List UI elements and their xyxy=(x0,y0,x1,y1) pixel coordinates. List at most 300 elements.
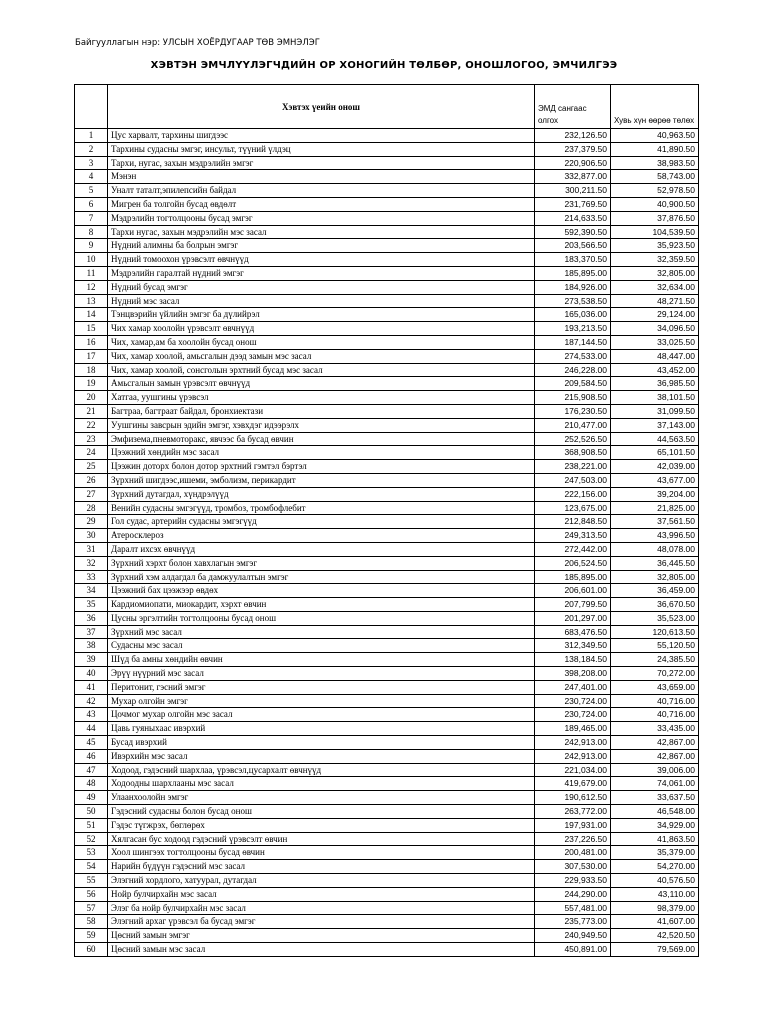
row-own-amount: 40,576.50 xyxy=(611,874,699,888)
row-own-amount: 37,876.50 xyxy=(611,211,699,225)
table-row xyxy=(75,349,699,363)
row-own-amount: 79,569.00 xyxy=(611,943,699,957)
table-row xyxy=(75,667,699,681)
row-diagnosis: Гэдэсний судасны болон бусад онош xyxy=(108,805,535,819)
row-own-amount: 37,561.50 xyxy=(611,515,699,529)
row-number: 53 xyxy=(75,846,108,860)
row-number: 23 xyxy=(75,432,108,446)
row-diagnosis: Тэнцвэрийн үйлийн эмгэг ба дүлийрэл xyxy=(108,308,535,322)
row-emd-amount: 197,931.00 xyxy=(535,818,611,832)
row-diagnosis: Тархи, нугас, захын мэдрэлийн эмгэг xyxy=(108,156,535,170)
row-own-amount: 41,607.00 xyxy=(611,915,699,929)
table-row xyxy=(75,901,699,915)
row-own-amount: 36,670.50 xyxy=(611,598,699,612)
table-row xyxy=(75,860,699,874)
row-own-amount: 55,120.50 xyxy=(611,639,699,653)
table-header-row xyxy=(75,85,699,129)
row-number: 51 xyxy=(75,818,108,832)
row-number: 38 xyxy=(75,639,108,653)
table-row xyxy=(75,943,699,957)
row-emd-amount: 193,213.50 xyxy=(535,322,611,336)
row-number: 9 xyxy=(75,239,108,253)
row-diagnosis: Элэгний хордлого, хатуурал, дутагдал xyxy=(108,874,535,888)
row-number: 24 xyxy=(75,446,108,460)
row-diagnosis: Венийн судасны эмгэгүүд, тромбоз, тромбофлебит xyxy=(108,501,535,515)
table-row xyxy=(75,639,699,653)
row-diagnosis: Перитонит, гэсний эмгэг xyxy=(108,680,535,694)
row-own-amount: 40,900.50 xyxy=(611,197,699,211)
row-number: 59 xyxy=(75,929,108,943)
row-own-amount: 39,006.00 xyxy=(611,763,699,777)
row-number: 12 xyxy=(75,280,108,294)
row-diagnosis: Мэнэн xyxy=(108,170,535,184)
row-emd-amount: 244,290.00 xyxy=(535,887,611,901)
table-row xyxy=(75,266,699,280)
row-own-amount: 36,985.50 xyxy=(611,377,699,391)
table-row xyxy=(75,225,699,239)
table-row xyxy=(75,722,699,736)
row-diagnosis: Шүд ба амны хөндийн өвчин xyxy=(108,653,535,667)
row-own-amount: 74,061.00 xyxy=(611,777,699,791)
table-row xyxy=(75,363,699,377)
row-own-amount: 58,743.00 xyxy=(611,170,699,184)
row-own-amount: 32,805.00 xyxy=(611,266,699,280)
table-row xyxy=(75,874,699,888)
row-diagnosis: Уушгины завсрын эдийн эмгэг, хэвхдэг идээрэлх xyxy=(108,418,535,432)
row-diagnosis: Улаанхоолойн эмгэг xyxy=(108,791,535,805)
row-number: 18 xyxy=(75,363,108,377)
row-emd-amount: 176,230.50 xyxy=(535,404,611,418)
row-diagnosis: Элэгний архаг үрэвсэл ба бусад эмгэг xyxy=(108,915,535,929)
row-own-amount: 44,563.50 xyxy=(611,432,699,446)
table-row xyxy=(75,598,699,612)
row-emd-amount: 206,524.50 xyxy=(535,556,611,570)
row-number: 44 xyxy=(75,722,108,736)
row-emd-amount: 184,926.00 xyxy=(535,280,611,294)
row-own-amount: 41,890.50 xyxy=(611,142,699,156)
table-row xyxy=(75,197,699,211)
header-emd: ЭМД сангаас олгох xyxy=(535,85,611,129)
table-row xyxy=(75,708,699,722)
table-row xyxy=(75,625,699,639)
row-emd-amount: 419,679.00 xyxy=(535,777,611,791)
row-emd-amount: 368,908.50 xyxy=(535,446,611,460)
row-emd-amount: 450,891.00 xyxy=(535,943,611,957)
row-emd-amount: 312,349.50 xyxy=(535,639,611,653)
row-diagnosis: Хоол шингээх тогтолцооны бусад өвчин xyxy=(108,846,535,860)
row-emd-amount: 230,724.00 xyxy=(535,708,611,722)
row-emd-amount: 237,379.50 xyxy=(535,142,611,156)
header-diagnosis: Хэвтэх үеийн онош xyxy=(108,85,535,129)
row-diagnosis: Тархины судасны эмгэг, инсульт, түүний үлдэц xyxy=(108,142,535,156)
row-diagnosis: Зүрхний дутагдал, хүндрэлүүд xyxy=(108,487,535,501)
row-number: 11 xyxy=(75,266,108,280)
row-emd-amount: 249,313.50 xyxy=(535,529,611,543)
table-row xyxy=(75,529,699,543)
table-row xyxy=(75,680,699,694)
row-emd-amount: 200,481.00 xyxy=(535,846,611,860)
row-diagnosis: Гол судас, артерийн судасны эмгэгүүд xyxy=(108,515,535,529)
row-diagnosis: Мэдрэлийн тогтолцооны бусад эмгэг xyxy=(108,211,535,225)
row-number: 31 xyxy=(75,542,108,556)
row-own-amount: 104,539.50 xyxy=(611,225,699,239)
row-diagnosis: Чих хамар хоолойн үрэвсэлт өвчнүүд xyxy=(108,322,535,336)
row-own-amount: 46,548.00 xyxy=(611,805,699,819)
row-own-amount: 70,272.00 xyxy=(611,667,699,681)
row-number: 8 xyxy=(75,225,108,239)
table-row xyxy=(75,156,699,170)
row-emd-amount: 183,370.50 xyxy=(535,253,611,267)
row-emd-amount: 222,156.00 xyxy=(535,487,611,501)
row-diagnosis: Нүдний алимны ба болрын эмгэг xyxy=(108,239,535,253)
row-number: 39 xyxy=(75,653,108,667)
row-diagnosis: Ивэрхийн мэс засал xyxy=(108,749,535,763)
table-row xyxy=(75,805,699,819)
row-number: 15 xyxy=(75,322,108,336)
row-emd-amount: 210,477.00 xyxy=(535,418,611,432)
row-own-amount: 32,634.00 xyxy=(611,280,699,294)
row-emd-amount: 238,221.00 xyxy=(535,460,611,474)
table-row xyxy=(75,487,699,501)
row-emd-amount: 212,848.50 xyxy=(535,515,611,529)
row-diagnosis: Хялгасан бус ходоод гэдэсний үрэвсэлт өвчин xyxy=(108,832,535,846)
row-diagnosis: Судасны мэс засал xyxy=(108,639,535,653)
row-own-amount: 35,923.50 xyxy=(611,239,699,253)
row-own-amount: 38,983.50 xyxy=(611,156,699,170)
row-diagnosis: Нарийн бүдүүн гэдэсний мэс засал xyxy=(108,860,535,874)
row-own-amount: 33,637.50 xyxy=(611,791,699,805)
row-own-amount: 36,459.00 xyxy=(611,584,699,598)
row-own-amount: 33,435.00 xyxy=(611,722,699,736)
row-emd-amount: 683,476.50 xyxy=(535,625,611,639)
row-diagnosis: Цусны эргэлтийн тогтолцооны бусад онош xyxy=(108,611,535,625)
row-number: 16 xyxy=(75,335,108,349)
row-emd-amount: 237,226.50 xyxy=(535,832,611,846)
row-diagnosis: Цус харвалт, тархины шигдээс xyxy=(108,129,535,143)
row-own-amount: 43,996.50 xyxy=(611,529,699,543)
table-row xyxy=(75,460,699,474)
row-diagnosis: Атеросклероз xyxy=(108,529,535,543)
row-own-amount: 42,520.50 xyxy=(611,929,699,943)
row-diagnosis: Цээжний хөндийн мэс засал xyxy=(108,446,535,460)
row-number: 32 xyxy=(75,556,108,570)
row-own-amount: 42,867.00 xyxy=(611,736,699,750)
row-number: 20 xyxy=(75,391,108,405)
row-emd-amount: 273,538.50 xyxy=(535,294,611,308)
row-diagnosis: Эмфизема,пневмоторакс, явчээс ба бусад өвчин xyxy=(108,432,535,446)
row-diagnosis: Даралт ихсэх өвчнүүд xyxy=(108,542,535,556)
table-row xyxy=(75,142,699,156)
row-emd-amount: 207,799.50 xyxy=(535,598,611,612)
table-row xyxy=(75,335,699,349)
row-diagnosis: Мухар олгойн эмгэг xyxy=(108,694,535,708)
row-emd-amount: 203,566.50 xyxy=(535,239,611,253)
row-number: 42 xyxy=(75,694,108,708)
row-own-amount: 120,613.50 xyxy=(611,625,699,639)
row-diagnosis: Нүдний мэс засал xyxy=(108,294,535,308)
row-emd-amount: 220,906.50 xyxy=(535,156,611,170)
row-emd-amount: 165,036.00 xyxy=(535,308,611,322)
table-row xyxy=(75,570,699,584)
row-diagnosis: Ходоод, гэдэсний шархлаа, үрэвсэл,цусархалт өвчнүүд xyxy=(108,763,535,777)
row-diagnosis: Гэдэс түгжрэх, бөглөрөх xyxy=(108,818,535,832)
row-diagnosis: Нүдний бусад эмгэг xyxy=(108,280,535,294)
row-number: 25 xyxy=(75,460,108,474)
row-number: 2 xyxy=(75,142,108,156)
row-diagnosis: Уналт таталт,эпилепсийн байдал xyxy=(108,184,535,198)
row-number: 36 xyxy=(75,611,108,625)
row-emd-amount: 201,297.00 xyxy=(535,611,611,625)
row-own-amount: 48,078.00 xyxy=(611,542,699,556)
row-own-amount: 29,124.00 xyxy=(611,308,699,322)
row-number: 3 xyxy=(75,156,108,170)
row-number: 29 xyxy=(75,515,108,529)
table-row xyxy=(75,308,699,322)
row-number: 57 xyxy=(75,901,108,915)
row-diagnosis: Зүрхний шигдээс,ишеми, эмболизм, перикардит xyxy=(108,473,535,487)
row-emd-amount: 240,949.50 xyxy=(535,929,611,943)
table-row xyxy=(75,887,699,901)
row-emd-amount: 189,465.00 xyxy=(535,722,611,736)
table-row xyxy=(75,777,699,791)
row-number: 5 xyxy=(75,184,108,198)
row-emd-amount: 185,895.00 xyxy=(535,266,611,280)
row-emd-amount: 185,895.00 xyxy=(535,570,611,584)
row-diagnosis: Нойр булчирхайн мэс засал xyxy=(108,887,535,901)
row-number: 14 xyxy=(75,308,108,322)
row-number: 40 xyxy=(75,667,108,681)
table-row xyxy=(75,211,699,225)
row-diagnosis: Элэг ба нойр булчирхайн мэс засал xyxy=(108,901,535,915)
row-own-amount: 43,659.00 xyxy=(611,680,699,694)
row-own-amount: 40,716.00 xyxy=(611,694,699,708)
row-emd-amount: 206,601.00 xyxy=(535,584,611,598)
row-emd-amount: 557,481.00 xyxy=(535,901,611,915)
row-own-amount: 34,929.00 xyxy=(611,818,699,832)
row-number: 60 xyxy=(75,943,108,957)
row-emd-amount: 252,526.50 xyxy=(535,432,611,446)
row-number: 10 xyxy=(75,253,108,267)
row-number: 50 xyxy=(75,805,108,819)
table-row xyxy=(75,929,699,943)
row-emd-amount: 247,401.00 xyxy=(535,680,611,694)
row-emd-amount: 187,144.50 xyxy=(535,335,611,349)
row-number: 4 xyxy=(75,170,108,184)
row-own-amount: 43,677.00 xyxy=(611,473,699,487)
row-own-amount: 48,271.50 xyxy=(611,294,699,308)
row-diagnosis: Цавь гуяныхаас ивэрхий xyxy=(108,722,535,736)
row-own-amount: 21,825.00 xyxy=(611,501,699,515)
table-row xyxy=(75,501,699,515)
row-diagnosis: Тархи нугас, захын мэдрэлийн мэс засал xyxy=(108,225,535,239)
row-number: 21 xyxy=(75,404,108,418)
row-emd-amount: 214,633.50 xyxy=(535,211,611,225)
row-emd-amount: 246,228.00 xyxy=(535,363,611,377)
row-own-amount: 98,379.00 xyxy=(611,901,699,915)
table-row xyxy=(75,432,699,446)
table-row xyxy=(75,763,699,777)
row-number: 58 xyxy=(75,915,108,929)
row-number: 47 xyxy=(75,763,108,777)
row-own-amount: 33,025.50 xyxy=(611,335,699,349)
row-emd-amount: 138,184.50 xyxy=(535,653,611,667)
row-number: 54 xyxy=(75,860,108,874)
tariff-table xyxy=(74,84,699,957)
row-number: 1 xyxy=(75,129,108,143)
table-row xyxy=(75,170,699,184)
row-number: 7 xyxy=(75,211,108,225)
table-row xyxy=(75,736,699,750)
row-number: 48 xyxy=(75,777,108,791)
row-number: 34 xyxy=(75,584,108,598)
table-row xyxy=(75,239,699,253)
row-number: 49 xyxy=(75,791,108,805)
table-row xyxy=(75,446,699,460)
row-number: 41 xyxy=(75,680,108,694)
row-own-amount: 42,039.00 xyxy=(611,460,699,474)
row-own-amount: 34,096.50 xyxy=(611,322,699,336)
row-diagnosis: Цочмог мухар олгойн мэс засал xyxy=(108,708,535,722)
row-own-amount: 48,447.00 xyxy=(611,349,699,363)
table-row xyxy=(75,294,699,308)
row-diagnosis: Зүрхний хэм алдагдал ба дамжуулалтын эмгэг xyxy=(108,570,535,584)
row-emd-amount: 235,773.00 xyxy=(535,915,611,929)
table-row xyxy=(75,253,699,267)
row-own-amount: 32,359.50 xyxy=(611,253,699,267)
table-row xyxy=(75,694,699,708)
row-emd-amount: 190,612.50 xyxy=(535,791,611,805)
table-row xyxy=(75,611,699,625)
table-row xyxy=(75,915,699,929)
row-number: 26 xyxy=(75,473,108,487)
row-number: 35 xyxy=(75,598,108,612)
row-own-amount: 36,445.50 xyxy=(611,556,699,570)
row-diagnosis: Чих, хамар хоолой, амьсгалын дээд замын мэс засал xyxy=(108,349,535,363)
row-emd-amount: 123,675.00 xyxy=(535,501,611,515)
row-number: 30 xyxy=(75,529,108,543)
row-emd-amount: 300,211.50 xyxy=(535,184,611,198)
document-title: ХЭВТЭН ЭМЧЛҮҮЛЭГЧДИЙН ОР ХОНОГИЙН ТӨЛБӨР, ОНОШЛОГОО, ЭМЧИЛГЭЭ xyxy=(150,60,618,71)
row-number: 33 xyxy=(75,570,108,584)
row-emd-amount: 247,503.00 xyxy=(535,473,611,487)
row-emd-amount: 274,533.00 xyxy=(535,349,611,363)
row-own-amount: 39,204.00 xyxy=(611,487,699,501)
row-number: 22 xyxy=(75,418,108,432)
row-own-amount: 43,110.00 xyxy=(611,887,699,901)
row-own-amount: 43,452.00 xyxy=(611,363,699,377)
row-number: 28 xyxy=(75,501,108,515)
table-row xyxy=(75,584,699,598)
row-number: 19 xyxy=(75,377,108,391)
row-own-amount: 54,270.00 xyxy=(611,860,699,874)
row-emd-amount: 231,769.50 xyxy=(535,197,611,211)
row-number: 17 xyxy=(75,349,108,363)
row-emd-amount: 332,877.00 xyxy=(535,170,611,184)
row-emd-amount: 307,530.00 xyxy=(535,860,611,874)
row-own-amount: 32,805.00 xyxy=(611,570,699,584)
row-number: 55 xyxy=(75,874,108,888)
header-number xyxy=(75,85,108,129)
row-own-amount: 38,101.50 xyxy=(611,391,699,405)
row-emd-amount: 398,208.00 xyxy=(535,667,611,681)
row-own-amount: 37,143.00 xyxy=(611,418,699,432)
row-emd-amount: 272,442.00 xyxy=(535,542,611,556)
table-row xyxy=(75,556,699,570)
row-diagnosis: Амьсгалын замын үрэвсэлт өвчнүүд xyxy=(108,377,535,391)
row-diagnosis: Бусад ивэрхий xyxy=(108,736,535,750)
row-diagnosis: Цөсний замын эмгэг xyxy=(108,929,535,943)
row-emd-amount: 232,126.50 xyxy=(535,129,611,143)
table-body xyxy=(75,85,699,957)
row-diagnosis: Хатгаа, уушгины үрэвсэл xyxy=(108,391,535,405)
table-row xyxy=(75,749,699,763)
row-diagnosis: Эрүү нүүрний мэс засал xyxy=(108,667,535,681)
row-diagnosis: Мэдрэлийн гаралтай нүдний эмгэг xyxy=(108,266,535,280)
table-row xyxy=(75,280,699,294)
row-own-amount: 42,867.00 xyxy=(611,749,699,763)
row-diagnosis: Цээжин доторх болон дотор эрхтний гэмтэл бэртэл xyxy=(108,460,535,474)
row-emd-amount: 221,034.00 xyxy=(535,763,611,777)
row-own-amount: 41,863.50 xyxy=(611,832,699,846)
header-own-payment: Хувь хүн өөрөө төлөх xyxy=(611,85,699,129)
row-number: 6 xyxy=(75,197,108,211)
table-row xyxy=(75,791,699,805)
row-own-amount: 65,101.50 xyxy=(611,446,699,460)
row-number: 46 xyxy=(75,749,108,763)
table-row xyxy=(75,404,699,418)
table-row xyxy=(75,473,699,487)
row-diagnosis: Мигрен ба толгойн бусад өвдөлт xyxy=(108,197,535,211)
row-diagnosis: Чих, хамар хоолой, сонсголын эрхтний бусад мэс засал xyxy=(108,363,535,377)
table-row xyxy=(75,818,699,832)
row-emd-amount: 209,584.50 xyxy=(535,377,611,391)
row-number: 27 xyxy=(75,487,108,501)
row-diagnosis: Цөсний замын мэс засал xyxy=(108,943,535,957)
row-own-amount: 40,963.50 xyxy=(611,129,699,143)
row-diagnosis: Нүдний томоохон үрэвсэлт өвчнүүд xyxy=(108,253,535,267)
table-row xyxy=(75,322,699,336)
row-own-amount: 24,385.50 xyxy=(611,653,699,667)
row-emd-amount: 592,390.50 xyxy=(535,225,611,239)
table-row xyxy=(75,184,699,198)
row-own-amount: 40,716.00 xyxy=(611,708,699,722)
table-row xyxy=(75,129,699,143)
organization-name: Байгууллагын нэр: УЛСЫН ХОЁРДУГААР ТӨВ ЭМНЭЛЭГ xyxy=(75,38,320,48)
row-emd-amount: 230,724.00 xyxy=(535,694,611,708)
row-diagnosis: Цээжний бах цээжээр өвдөх xyxy=(108,584,535,598)
table-row xyxy=(75,377,699,391)
row-number: 45 xyxy=(75,736,108,750)
table-row xyxy=(75,832,699,846)
row-number: 13 xyxy=(75,294,108,308)
row-emd-amount: 263,772.00 xyxy=(535,805,611,819)
row-own-amount: 31,099.50 xyxy=(611,404,699,418)
table-row xyxy=(75,653,699,667)
row-emd-amount: 242,913.00 xyxy=(535,749,611,763)
row-number: 52 xyxy=(75,832,108,846)
row-number: 56 xyxy=(75,887,108,901)
row-number: 37 xyxy=(75,625,108,639)
row-diagnosis: Чих, хамар,ам ба хоолойн бусад онош xyxy=(108,335,535,349)
row-emd-amount: 229,933.50 xyxy=(535,874,611,888)
row-own-amount: 35,523.00 xyxy=(611,611,699,625)
row-diagnosis: Ходоодны шархлааны мэс засал xyxy=(108,777,535,791)
table-row xyxy=(75,418,699,432)
row-diagnosis: Зүрхний хэрхт болон хавхлагын эмгэг xyxy=(108,556,535,570)
row-diagnosis: Багтраа, багтраат байдал, бронхиектази xyxy=(108,404,535,418)
table-row xyxy=(75,542,699,556)
table-row xyxy=(75,391,699,405)
